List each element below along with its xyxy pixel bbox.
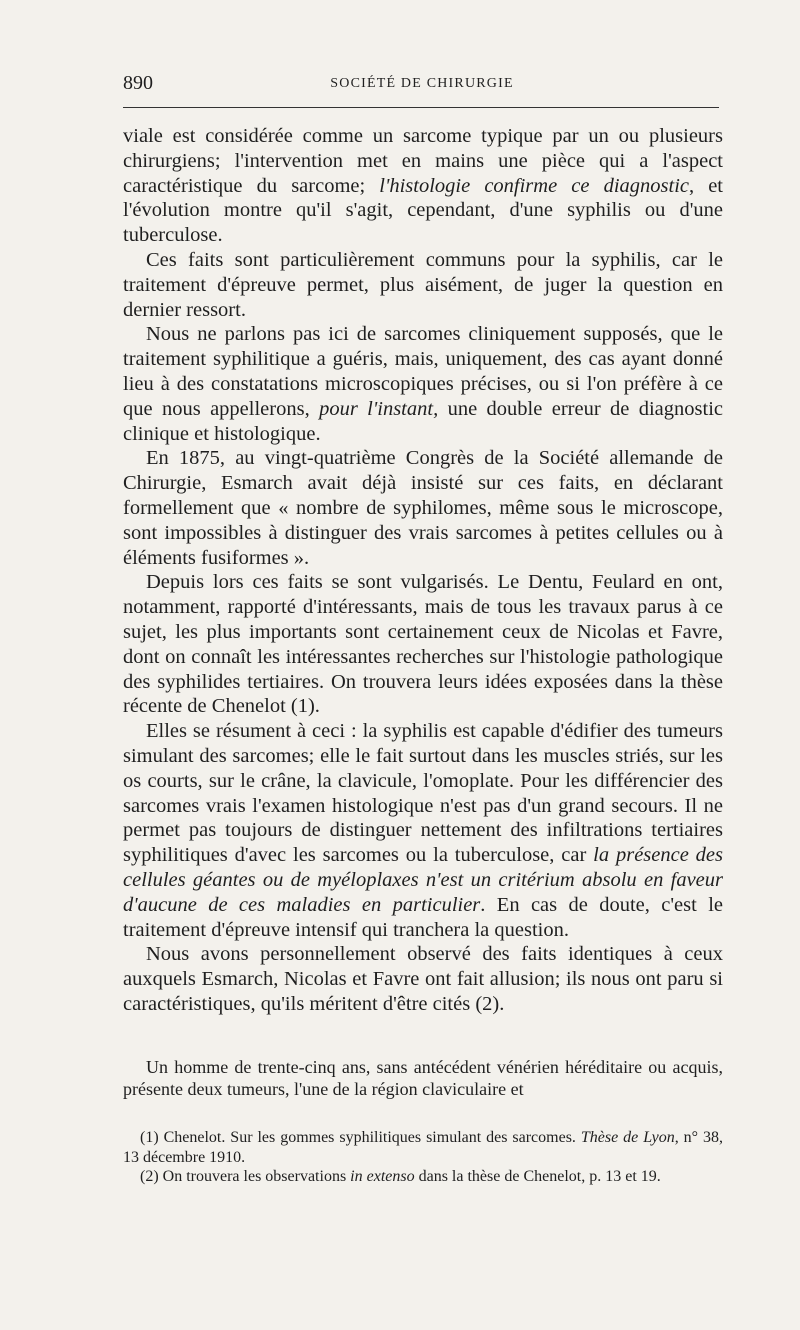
footnote-2-text-b: dans la thèse de Chenelot, p. 13 et 19. bbox=[414, 1168, 661, 1185]
paragraph-1 bbox=[123, 124, 723, 248]
footnote-2-text-a: (2) On trouvera les observations bbox=[140, 1168, 351, 1185]
footnote-2 bbox=[123, 1167, 723, 1187]
page-header bbox=[123, 72, 721, 98]
running-title: SOCIÉTÉ DE CHIRURGIE bbox=[330, 76, 514, 91]
paragraph-3-text-a: Nous ne parlons pas ici de sarcomes cliniquement supposés, que le traitement syphilitique a guéris, mais, uniquement, des cas ayant donné lieu à des constatations microscopiques précises, ou si l'on préfère à ce que nous appellerons, bbox=[123, 323, 723, 420]
paragraph-6 bbox=[123, 719, 723, 942]
footnote-1-text-b: , n° 38, 13 décembre 1910. bbox=[123, 1129, 724, 1166]
paragraph-6-italic: la présence des cellules géantes ou de myéloplaxes n'est un critérium absolu en faveur d'aucune de ces maladies en particulier bbox=[123, 844, 724, 916]
observation-paragraph: Un homme de trente-cinq ans, sans antécédent vénérien héréditaire ou acquis, présente deux tumeurs, l'une de la région claviculaire et bbox=[123, 1057, 723, 1099]
body-text bbox=[123, 124, 723, 1017]
page-number: 890 bbox=[123, 72, 153, 94]
paragraph-1-text-b: , et l'évolution montre qu'il s'agit, cependant, d'une syphilis ou d'une tuberculose. bbox=[123, 174, 723, 247]
paragraph-6-text-a: Elles se résument à ceci : la syphilis est capable d'édifier des tumeurs simulant des sarcomes; elle le fait surtout dans les muscles striés, sur les os courts, sur le crâne, la clavicule, l'omoplate. Pour les différencier des sarcomes vrais l'examen histologique n'est pas d'un grand secours. Il ne permet pas toujours de distinguer nettement des infiltrations tertiaires syphilitiques d'avec les sarcomes ou la tuberculose, car bbox=[123, 720, 723, 867]
paragraph-7: Nous avons personnellement observé des faits identiques à ceux auxquels Esmarch, Nicolas et Favre ont fait allusion; ils nous ont paru si caractéristiques, qu'ils méritent d'être cités (2). bbox=[123, 943, 723, 1015]
footnote-1-text-a: (1) Chenelot. Sur les gommes syphilitiques simulant des sarcomes. bbox=[140, 1129, 581, 1146]
paragraph-4: En 1875, au vingt-quatrième Congrès de la Société allemande de Chirurgie, Esmarch avait déjà insisté sur ces faits, en déclarant formellement que « nombre de syphilomes, même sous le microscope, sont impossibles à distinguer des vrais sarcomes à petites cellules ou à éléments fusiformes ». bbox=[123, 447, 723, 569]
paragraph-3-italic: pour l'instant, bbox=[319, 397, 439, 420]
footnotes bbox=[123, 1128, 723, 1187]
paragraph-2: Ces faits sont particulièrement communs pour la syphilis, car le traitement d'épreuve permet, plus aisément, de juger la question en dernier ressort. bbox=[123, 248, 723, 321]
paragraph-3-text-b: une double erreur de diagnostic clinique et histologique. bbox=[123, 397, 724, 445]
paragraph-1-italic: l'histologie confirme ce diagnostic bbox=[379, 174, 689, 197]
paragraph-5: Depuis lors ces faits se sont vulgarisés. Le Dentu, Feulard en ont, notamment, rapporté d'intéressants, mais de tous les travaux parus à ce sujet, les plus importants sont certainement ceux de Nicolas et Favre, dont on connaît les intéressantes recherches sur l'histologie pathologique des syphilides tertiaires. On trouvera leurs idées exposées dans la thèse récente de Chenelot (1). bbox=[123, 571, 723, 718]
footnote-1 bbox=[123, 1128, 723, 1167]
header-rule bbox=[123, 107, 719, 108]
footnote-2-italic: in extenso bbox=[350, 1168, 415, 1185]
footnote-1-italic: Thèse de Lyon bbox=[580, 1129, 675, 1146]
paragraph-3 bbox=[123, 322, 723, 446]
paragraph-6-text-b: . En cas de doute, c'est le traitement d'épreuve intensif qui tranchera la question. bbox=[123, 893, 723, 941]
paragraph-1-text-a: viale est considérée comme un sarcome typique par un ou plusieurs chirurgiens; l'intervention met en mains une pièce qui a l'aspect caractéristique du sarcome; bbox=[123, 125, 723, 197]
